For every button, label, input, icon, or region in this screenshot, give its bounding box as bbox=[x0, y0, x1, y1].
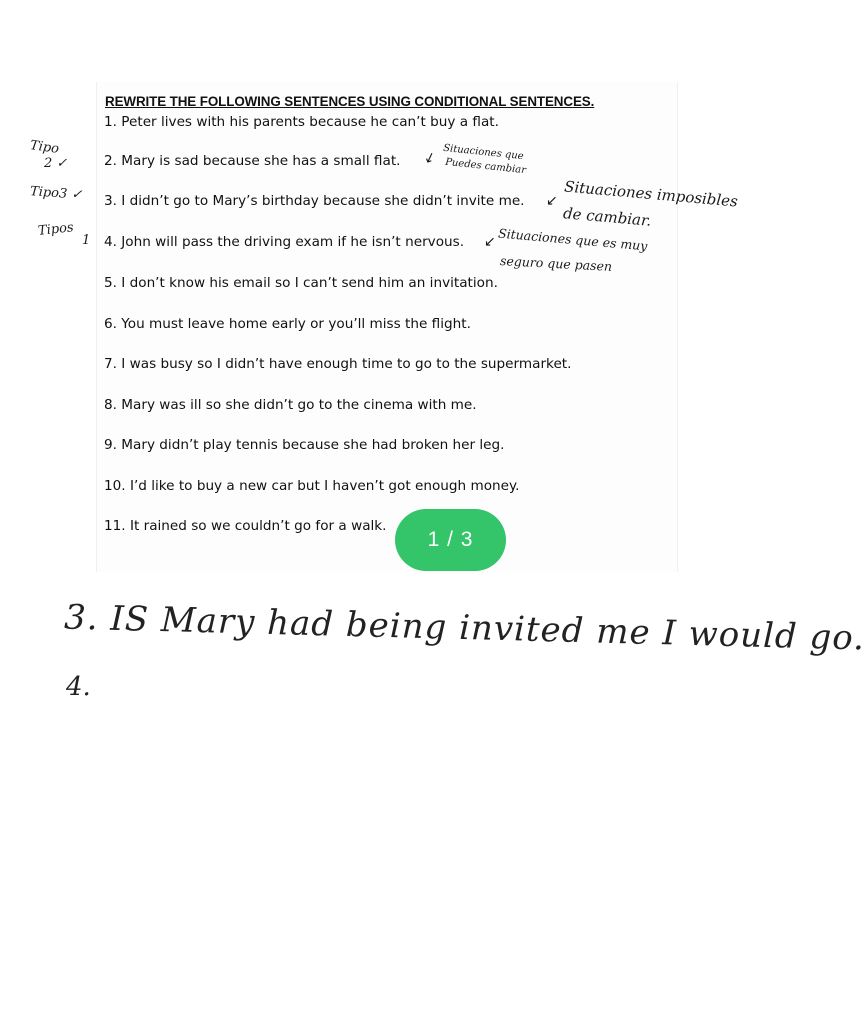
handwritten-answer-3: 3. IS Mary had being invited me I would go. bbox=[63, 597, 865, 659]
arrow-icon: ↙ bbox=[484, 234, 496, 250]
side-note-4-line2: seguro que pasen bbox=[499, 253, 613, 274]
sentence-11: 11. It rained so we couldn’t go for a walk. bbox=[104, 518, 387, 534]
sentence-4: 4. John will pass the driving exam if he isn’t nervous. bbox=[104, 234, 465, 250]
sentence-8: 8. Mary was ill so she didn’t go to the cinema with me. bbox=[104, 397, 477, 413]
page-indicator-badge: 1 / 3 bbox=[395, 509, 506, 571]
arrow-icon: ↙ bbox=[546, 193, 558, 209]
sentence-3: 3. I didn’t go to Mary’s birthday because she didn’t invite me. bbox=[104, 193, 525, 209]
sentence-2: 2. Mary is sad because she has a small flat. bbox=[104, 153, 401, 169]
sentence-9: 9. Mary didn’t play tennis because she had broken her leg. bbox=[104, 437, 505, 453]
side-note-4-line1: Situaciones que es muy bbox=[497, 225, 648, 254]
margin-note-tipo2-line2: 2 ✓ bbox=[44, 156, 68, 171]
margin-note-tipo3: Tipo3 ✓ bbox=[29, 184, 83, 203]
worksheet-heading: REWRITE THE FOLLOWING SENTENCES USING CONDITIONAL SENTENCES. bbox=[105, 94, 595, 109]
sentence-1: 1. Peter lives with his parents because he can’t buy a flat. bbox=[104, 114, 499, 130]
sentence-7: 7. I was busy so I didn’t have enough time to go to the supermarket. bbox=[104, 356, 572, 372]
side-note-3-line1: Situaciones imposibles bbox=[563, 177, 739, 211]
margin-note-tipo1-line2: 1 bbox=[82, 233, 91, 248]
margin-note-tipo1-line1: Tipos bbox=[37, 220, 75, 239]
sentence-5: 5. I don’t know his email so I can’t send him an invitation. bbox=[104, 275, 498, 291]
sentence-6: 6. You must leave home early or you’ll miss the flight. bbox=[104, 316, 471, 332]
side-note-3-line2: de cambiar. bbox=[562, 204, 653, 230]
side-note-2-line2: Puedes cambiar bbox=[444, 156, 527, 177]
margin-note-tipo2-line1: Tipo bbox=[29, 138, 60, 157]
arrow-icon: ↙ bbox=[421, 148, 439, 168]
sentence-10: 10. I’d like to buy a new car but I haven’t got enough money. bbox=[104, 478, 520, 494]
handwritten-answer-4: 4. bbox=[66, 672, 91, 702]
side-note-2-line1: Situaciones que bbox=[442, 142, 525, 163]
